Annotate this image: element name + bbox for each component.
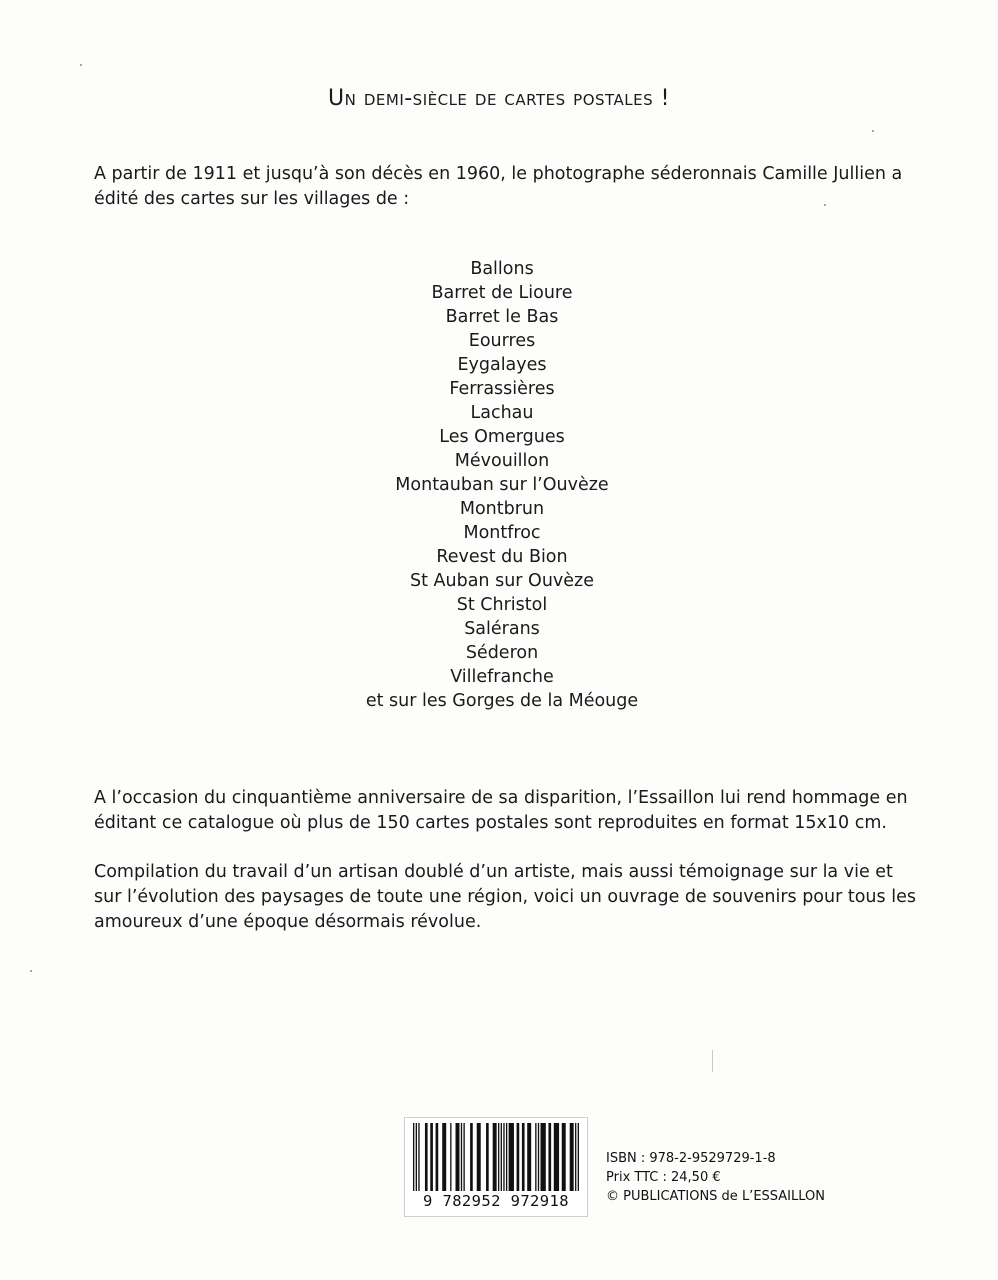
- village-item: Lachau: [470, 403, 534, 423]
- barcode-bar: [570, 1123, 574, 1191]
- barcode-bar: [442, 1123, 446, 1191]
- isbn-text: ISBN : 978-2-9529729-1-8: [606, 1151, 776, 1166]
- barcode-bar: [450, 1123, 451, 1191]
- barcode-bar: [535, 1123, 536, 1191]
- price-text: Prix TTC : 24,50 €: [606, 1170, 721, 1185]
- village-item: Villefranche: [450, 667, 554, 687]
- village-item: Montauban sur l’Ouvèze: [395, 475, 609, 495]
- village-item: Eourres: [468, 331, 536, 351]
- village-item: Montfroc: [463, 523, 541, 543]
- barcode-bar: [522, 1123, 525, 1191]
- village-item: Salérans: [464, 619, 540, 639]
- village-item: Les Omergues: [439, 427, 565, 447]
- barcode-bar: [562, 1123, 566, 1191]
- compilation-paragraph: Compilation du travail d’un artisan doublé d’un artiste, mais aussi témoignage sur la vie et sur l’évolution des paysages de toute une région, voici un ouvrage de souvenirs pour tous les amoureux d’une époque désormais révolue.: [94, 862, 916, 932]
- barcode-bar: [416, 1123, 417, 1191]
- village-list: [0, 257, 998, 713]
- village-item: et sur les Gorges de la Méouge: [365, 691, 639, 711]
- intro-paragraph: A partir de 1911 et jusqu’à son décès en 1960, le photographe séderonnais Camille Jullien a édité des cartes sur les villages de :: [94, 164, 903, 209]
- barcode-bar: [436, 1123, 439, 1191]
- village-item: St Auban sur Ouvèze: [410, 571, 594, 591]
- barcode-bar: [418, 1123, 419, 1191]
- barcode-bar: [470, 1123, 473, 1191]
- barcode-bar: [503, 1123, 504, 1191]
- village-item: Barret le Bas: [445, 307, 559, 327]
- barcode-bar: [527, 1123, 531, 1191]
- barcode-digits: 9 782952 972918: [423, 1192, 569, 1210]
- barcode-bar: [425, 1123, 428, 1191]
- barcode-bar: [538, 1123, 539, 1191]
- barcode-bar: [554, 1123, 559, 1191]
- barcode-bar: [517, 1123, 520, 1191]
- scan-speck: [80, 64, 82, 66]
- village-item: Mévouillon: [454, 451, 550, 471]
- barcode-bar: [463, 1123, 464, 1191]
- barcode-bar: [506, 1123, 507, 1191]
- book-info: [606, 1149, 825, 1206]
- barcode-bar: [461, 1123, 462, 1191]
- scan-speck: [824, 204, 826, 206]
- village-item: Ferrassières: [449, 379, 555, 399]
- barcode-bar: [498, 1123, 499, 1191]
- anniversary-paragraph: A l’occasion du cinquantième anniversaire de sa disparition, l’Essaillon lui rend hommage en éditant ce catalogue où plus de 150 cartes postales sont reproduites en format 15x10 cm.: [94, 788, 908, 833]
- page-title: Un demi-siècle de cartes postales !: [328, 86, 670, 111]
- barcode-bar: [509, 1123, 514, 1191]
- village-item: Eygalayes: [457, 355, 547, 375]
- barcode-bar: [578, 1123, 579, 1191]
- scan-speck: [872, 130, 874, 132]
- barcode-bar: [548, 1123, 551, 1191]
- barcode-bar: [575, 1123, 576, 1191]
- village-item: Revest du Bion: [436, 547, 568, 567]
- barcode-bar: [486, 1123, 489, 1191]
- isbn-barcode: [404, 1117, 588, 1217]
- barcode-bar: [430, 1123, 433, 1191]
- village-item: Ballons: [470, 259, 534, 279]
- barcode-bar: [540, 1123, 545, 1191]
- village-item: Séderon: [465, 643, 539, 663]
- scan-speck: [30, 970, 32, 972]
- barcode-bars: [413, 1123, 579, 1191]
- barcode-bar: [501, 1123, 502, 1191]
- village-item: Montbrun: [459, 499, 545, 519]
- publisher-text: © PUBLICATIONS de L’ESSAILLON: [606, 1189, 825, 1204]
- village-item: St Christol: [456, 595, 548, 615]
- village-item: Barret de Lioure: [431, 283, 573, 303]
- barcode-bar: [413, 1123, 414, 1191]
- barcode-bar: [456, 1123, 460, 1191]
- barcode-bar: [493, 1123, 497, 1191]
- scan-speck: [712, 1050, 713, 1072]
- barcode-bar: [477, 1123, 481, 1191]
